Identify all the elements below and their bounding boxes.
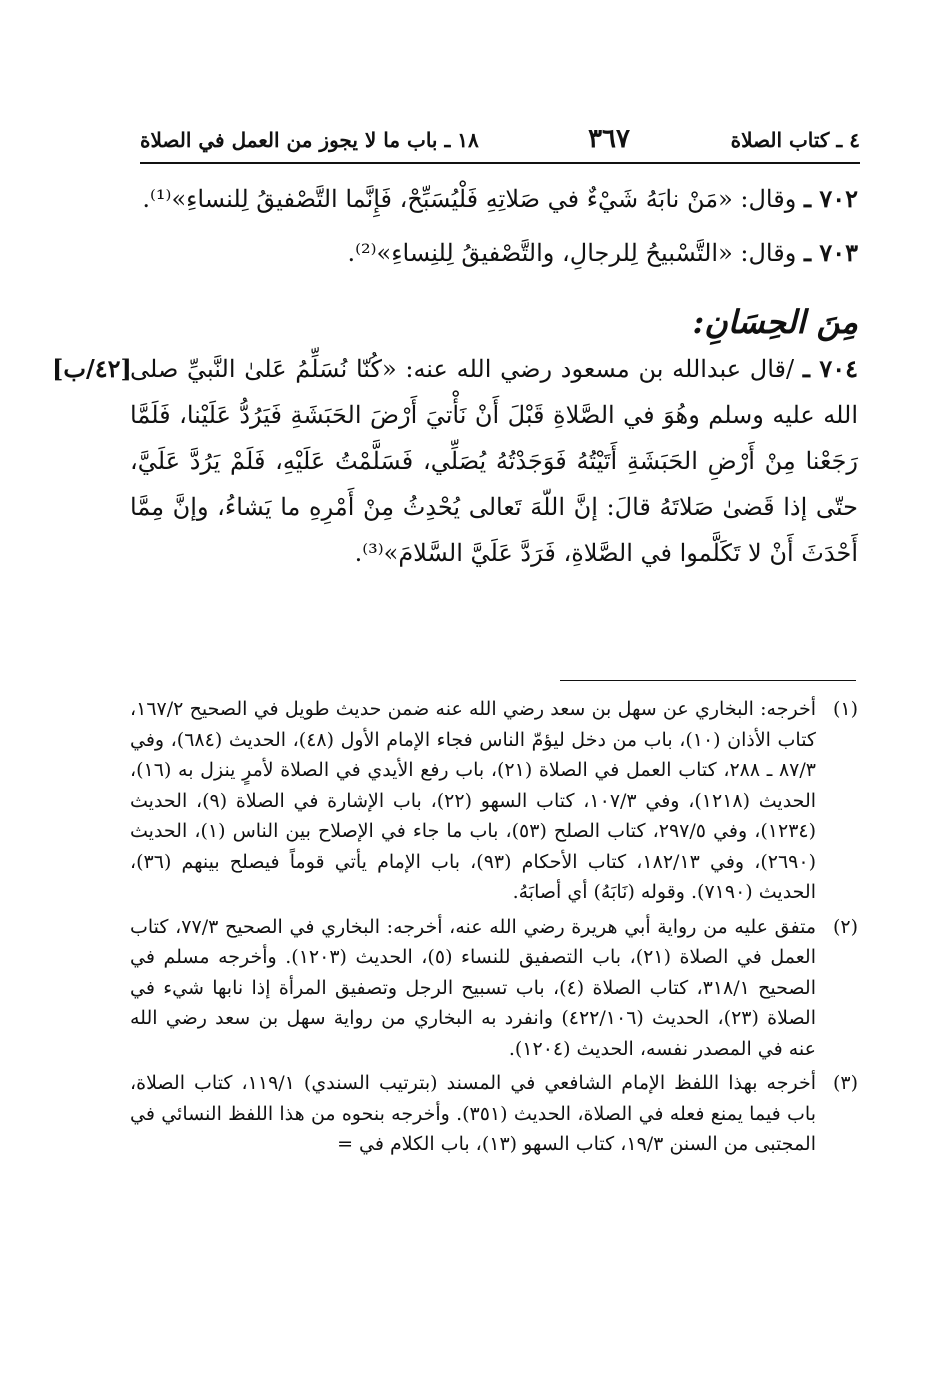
manuscript-page-ref: [٤٢/ب]	[52, 354, 132, 383]
hadith-text: /قال عبدالله بن مسعود رضي الله عنه: «كُنّا نُسَلِّمُ عَلىٰ النَّبيِّ صلى الله عليه وسلم وهُوَ في الصَّلاةِ قَبْلَ أَنْ نَأْتيَ أَرْضَ الحَبَشَةِ فَيَرُدُّ عَلَيْنا، فَلَمَّا رَجَعْنا مِنْ أَرْضِ الحَبَشَةِ أَتَيْتُهُ فَوَجَدْتُهُ يُصَلِّي، فَسَلَّمْتُ عَلَيْهِ، فَلَمْ يَرُدَّ عَلَيَّ، حتّى إذا قَضىٰ صَلاتَهُ قالَ: إنَّ اللّهَ تَعالى يُحْدِثُ مِنْ أَمْرِهِ ما يَشاءُ، وإنَّ مِمَّا أَحْدَثَ أَنْ لا تَكَلَّموا في الصَّلاةِ، فَرَدَّ عَلَيَّ السَّلامَ»⁽³⁾.	[130, 355, 858, 567]
hadith-704	[52, 346, 858, 576]
footnote-rule	[560, 680, 856, 681]
hadith-text: وقال: «مَنْ نابَهُ شَيْءٌ في صَلاتِهِ فَلْيُسَبِّحْ، فَإِنَّما التَّصْفيقُ لِلنساءِ»⁽¹⁾.	[142, 185, 797, 213]
footnote-number: (١)	[832, 698, 858, 720]
section-title-header: ١٨ ـ باب ما لا يجوز من العمل في الصلاة	[140, 128, 479, 152]
footnote-text: أخرجه: البخاري عن سهل بن سعد رضي الله عنه ضمن حديث طويل في الصحيح ١٦٧/٢، كتاب الأذان (١٠)، باب من دخل ليؤمّ الناس فجاء الإمام الأول (٤٨)، الحديث (٦٨٤)، وفي ٨٧/٣ ـ ٢٨٨، كتاب العمل في الصلاة (٢١)، باب رفع الأيدي في الصلاة لأمرٍ ينزل به (١٦)، الحديث (١٢١٨)، وفي ١٠٧/٣، كتاب السهو (٢٢)، باب الإشارة في الصلاة (٩)، الحديث (١٢٣٤)، وفي ٢٩٧/٥، كتاب الصلح (٥٣)، باب ما جاء في الإصلاح بين الناس (١)، الحديث (٢٦٩٠)، وفي ١٨٢/١٣، كتاب الأحكام (٩٣)، باب الإمام يأتي قوماً فيصلح بينهم (٣٦)، الحديث (٧١٩٠). وقوله (نَابَهُ) أي أصابَهُ.	[130, 698, 817, 903]
main-text	[52, 176, 858, 576]
footnote-2	[130, 912, 858, 1065]
section-heading: مِنَ الحِسَانِ:	[692, 303, 858, 341]
chapter-title: ٤ ـ كتاب الصلاة	[730, 128, 860, 152]
footnote-3	[130, 1068, 858, 1160]
hadith-702	[130, 176, 858, 222]
footnotes	[130, 694, 858, 1164]
footnote-text: أخرجه بهذا اللفظ الإمام الشافعي في المسند (بترتيب السندي) ١١٩/١، كتاب الصلاة، باب فيما يمنع فعله في الصلاة، الحديث (٣٥١). وأخرجه بنحوه من هذا اللفظ النسائي في المجتبى من السنن ١٩/٣، كتاب السهو (١٣)، باب الكلام في =	[130, 1072, 816, 1155]
footnote-text: متفق عليه من رواية أبي هريرة رضي الله عنه، أخرجه: البخاري في الصحيح ٧٧/٣، كتاب العمل في الصلاة (٢١)، باب التصفيق للنساء (٥)، الحديث (١٢٠٣). وأخرجه مسلم في الصحيح ٣١٨/١، كتاب الصلاة (٤)، باب تسبيح الرجل وتصفيق المرأة إذا نابها شيء في الصلاة (٢٣)، الحديث (٤٢٢/١٠٦) وانفرد به البخاري من رواية سهل بن سعد رضي الله عنه في المصدر نفسه، الحديث (١٢٠٤).	[130, 915, 816, 1060]
footnote-number: (٣)	[832, 1072, 858, 1094]
footnote-1	[130, 694, 858, 908]
footnote-number: (٢)	[832, 915, 858, 938]
hadith-text: وقال: «التَّسْبيحُ لِلرجالِ، والتَّصْفيقُ لِلنِساءِ»⁽²⁾.	[347, 239, 797, 267]
header-rule	[140, 162, 860, 164]
hadith-number: ٧٠٢ ـ	[803, 184, 858, 213]
running-header	[140, 126, 860, 158]
page-number: ٣٦٧	[588, 124, 630, 154]
hadith-703	[130, 230, 858, 276]
hadith-number: ٧٠٤ ـ	[802, 354, 858, 383]
hadith-number: ٧٠٣ ـ	[803, 238, 858, 267]
